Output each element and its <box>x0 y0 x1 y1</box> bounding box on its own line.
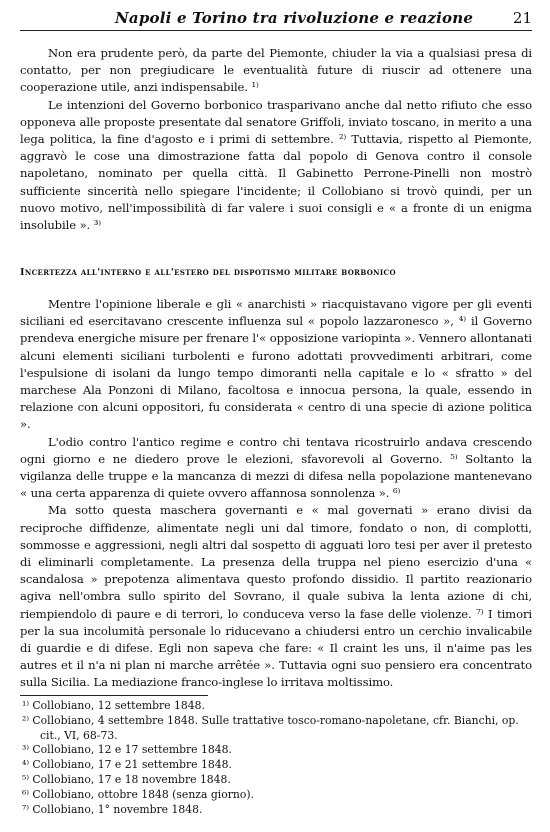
paragraph: Mentre l'opinione liberale e gli « anarchisti » riacquistavano vigore per gli eventi siciliani ed esercitavano crescente influenza sul « popolo lazzaronesco », ⁴⁾ il Governo prendeva energiche misure per frenare l'« opposizione variopinta ». Vennero allontanati alcuni elementi siciliani turbolenti e furono adottati provvedimenti arbitrari, come l'espulsione di isolani da lungo tempo dimoranti nella capitale e lo « sfratto » del marchese Ala Ponzoni di Milano, facoltosa e innocua persona, la quale, essendo in relazione con alcuni oppositori, fu considerata « centro di una specie di azione politica ». <box>20 297 532 432</box>
section-heading-text: Incertezza all'interno e all'estero del dispotismo militare borbonico <box>20 267 396 278</box>
footnote: ²⁾ Collobiano, 4 settembre 1848. Sulle trattative tosco-romano-napoletane, cfr. Bianchi, op. cit., VI, 68-73. <box>22 713 519 742</box>
footnote: ⁴⁾ Collobiano, 17 e 21 settembre 1848. <box>22 758 232 772</box>
footnote: ³⁾ Collobiano, 12 e 17 settembre 1848. <box>22 743 232 757</box>
footnote: ⁵⁾ Collobiano, 17 e 18 novembre 1848. <box>22 772 231 786</box>
footnotes <box>22 699 532 817</box>
footnote: ⁶⁾ Collobiano, ottobre 1848 (senza giorno). <box>22 787 254 801</box>
footnote: ⁷⁾ Collobiano, 1° novembre 1848. <box>22 802 203 816</box>
section-heading <box>20 267 532 278</box>
running-title: Napoli e Torino tra rivoluzione e reazione <box>115 9 474 27</box>
paragraph: Le intenzioni del Governo borbonico trasparivano anche dal netto rifiuto che esso opponeva alle proposte presentate dal senatore Griffoli, inviato toscano, in merito a una lega politica, la fine d'agosto e i primi di settembre. ²⁾ Tuttavia, rispetto al Piemonte, aggravò le cose una dimostrazione fatta dal popolo di Genova contro il console napoletano, nominato per quella città. Il Gabinetto Perrone-Pinelli non mostrò sufficiente sincerità nello spiegare l'incidente; il Collobiano si trovò quindi, per un nuovo motivo, nell'impossibilità di far valere i suoi consigli e « a fronte di un enigma insolubile ». ³⁾ <box>20 97 532 233</box>
body-text-bottom <box>20 296 532 692</box>
footnote-separator <box>20 695 208 696</box>
page-number: 21 <box>512 9 532 27</box>
paragraph: L'odio contro l'antico regime e contro chi tentava ricostruirlo andava crescendo ogni giorno e ne diedero prove le elezioni, sfavorevoli al Governo. ⁵⁾ Soltanto la vigilanza delle truppe e la mancanza di mezzi di difesa nella popolazione mantenevano « una certa apparenza di quiete ovvero affannosa sonnolenza ». ⁶⁾ <box>20 434 532 501</box>
paragraph: Ma sotto questa maschera governanti e « mal governati » erano divisi da reciproche diffidenze, alimentate negli uni dal timore, fondato o non, di complotti, sommosse e aggressioni, negli altri dal sospetto di agguati loro tesi per aver il pretesto di eliminarli completamente. La presenza della truppa nel pieno esercizio d'una « scandalosa » prepotenza alimentava questo profondo dissidio. Il partito reazionario agiva nell'ombra sullo spirito del Sovrano, il quale subiva la lenta azione di chi, riempiendolo di paure e di terrori, lo conduceva verso la fase delle violenze. ⁷⁾ I timori per la sua incolumità personale lo riducevano a chiudersi entro un cerchio invalicabile di guardie e di difese. Egli non sapeva che fare: « Il craint les uns, il n'aime pas les autres et il n'a ni plan ni marche arrêtée ». Tuttavia ogni suo pensiero era concentrato sulla Sicilia. La mediazione franco-inglese lo irritava moltissimo. <box>20 503 532 690</box>
page-header <box>20 8 532 31</box>
footnote: ¹⁾ Collobiano, 12 settembre 1848. <box>22 699 205 712</box>
body-text-top <box>20 45 532 234</box>
paragraph: Non era prudente però, da parte del Piemonte, chiuder la via a qualsiasi presa di contatto, per non pregiudicare le eventualità future di riuscir ad ottenere una cooperazione utile, anzi indispensabile. ¹⁾ <box>20 46 532 95</box>
